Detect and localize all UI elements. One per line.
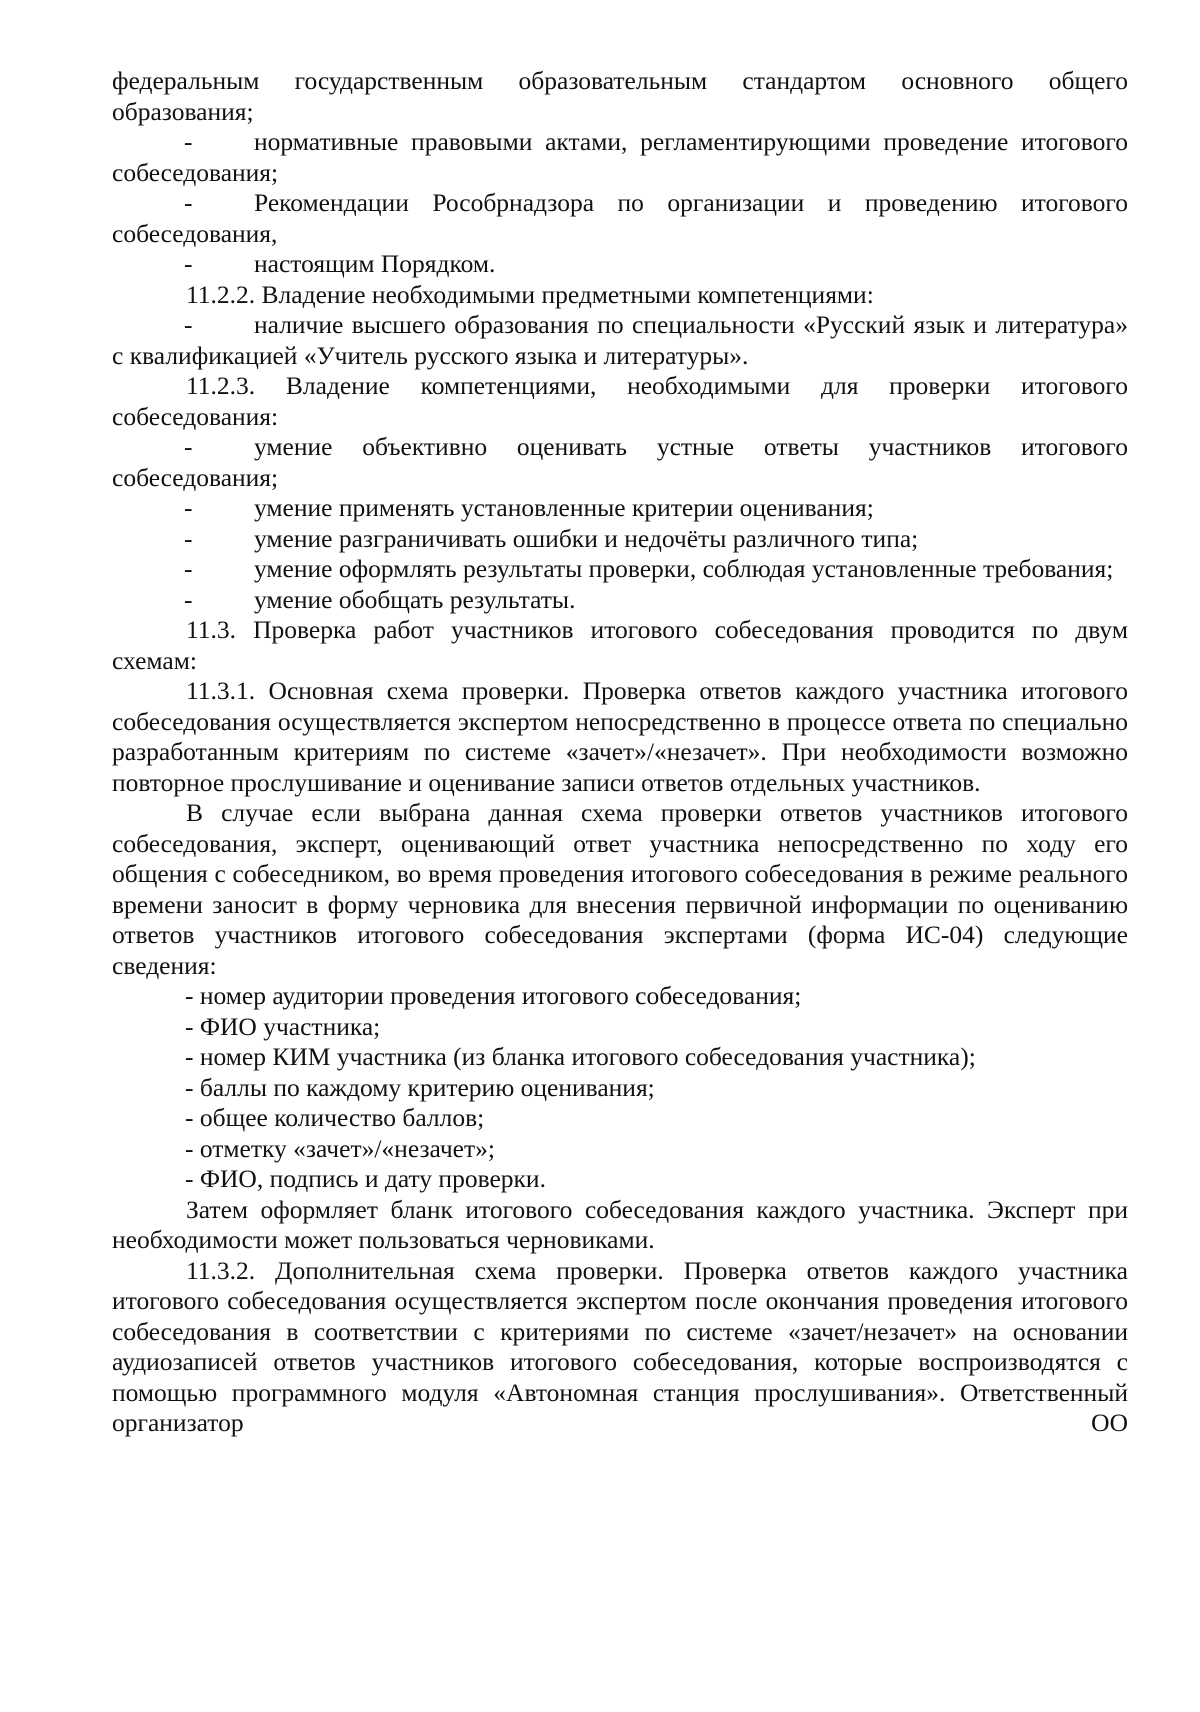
list-item-total-score: - общее количество баллов; (185, 1103, 485, 1132)
paragraph-scheme-details: В случае если выбрана данная схема проверки ответов участников итогового собеседования, эксперт, оценивающий ответ участника непосредственно по ходу его общения с собеседником, во время проведения итогового собеседования в режиме реального времени заносит в форму черновика для внесения первичной информации по оцениванию ответов участников итогового собеседования экспертами (форма ИС-04) следующие сведения: (112, 798, 1128, 980)
list-item-kim-number: - номер КИМ участника (из бланка итогового собеседования участника); (185, 1042, 976, 1071)
list-item-distinguish-errors: - умение разграничивать ошибки и недочёты различного типа; (184, 523, 919, 553)
list-item-signature-date: - ФИО, подпись и дату проверки. (185, 1164, 546, 1193)
list-item-summarize-results: - умение обобщать результаты. (184, 584, 576, 614)
list-item-participant-name: - ФИО участника; (185, 1011, 381, 1041)
list-item-pass-mark: - отметку «зачет»/«незачет»; (185, 1133, 495, 1163)
section-11-3-1: 11.3.1. Основная схема проверки. Проверка ответов каждого участника итогового собеседования осуществляется экспертом непосредственно в процессе ответа по специально разработанным критериям по системе «зачет»/«незачет». При необходимости возможно повторное прослушивание и оценивание записи ответов отдельных участников. (112, 676, 1128, 797)
list-item-apply-criteria: - умение применять установленные критерии оценивания; (184, 493, 874, 522)
section-11-2-2: 11.2.2. Владение необходимыми предметными компетенциями: (186, 279, 874, 309)
paragraph-intro-continuation: федеральным государственным образовательным стандартом основного общего образования; (112, 66, 1128, 126)
list-item-this-order: - настоящим Порядком. (184, 249, 496, 278)
list-item-higher-education: - наличие высшего образования по специальности «Русский язык и литература» с квалификацией «Учитель русского языка и литературы». (112, 310, 1128, 370)
section-11-2-3: 11.2.3. Владение компетенциями, необходимыми для проверки итогового собеседования: (112, 371, 1128, 431)
list-item-rosobrnadzor: - Рекомендации Рособрнадзора по организации и проведению итогового собеседования, (112, 188, 1128, 248)
section-11-3-2: 11.3.2. Дополнительная схема проверки. Проверка ответов каждого участника итогового собеседования осуществляется экспертом после окончания проведения итогового собеседования в соответствии с критериями по системе «зачет/незачет» на основании аудиозаписей ответов участников итогового собеседования, которые воспроизводятся с помощью программного модуля «Автономная станция прослушивания». Ответственный организатор ОО (112, 1255, 1128, 1437)
paragraph-form-completion: Затем оформляет бланк итогового собеседования каждого участника. Эксперт при необходимости может пользоваться черновиками. (112, 1194, 1128, 1254)
list-item-criteria-scores: - баллы по каждому критерию оценивания; (185, 1072, 655, 1102)
list-item-normative-acts: - нормативные правовыми актами, регламентирующими проведение итогового собеседования; (112, 127, 1128, 187)
list-item-objective-assessment: - умение объективно оценивать устные ответы участников итогового собеседования; (112, 432, 1128, 492)
section-11-3: 11.3. Проверка работ участников итогового собеседования проводится по двум схемам: (112, 615, 1128, 675)
list-item-format-results: - умение оформлять результаты проверки, соблюдая установленные требования; (184, 554, 1114, 583)
list-item-room-number: - номер аудитории проведения итогового собеседования; (185, 981, 802, 1010)
